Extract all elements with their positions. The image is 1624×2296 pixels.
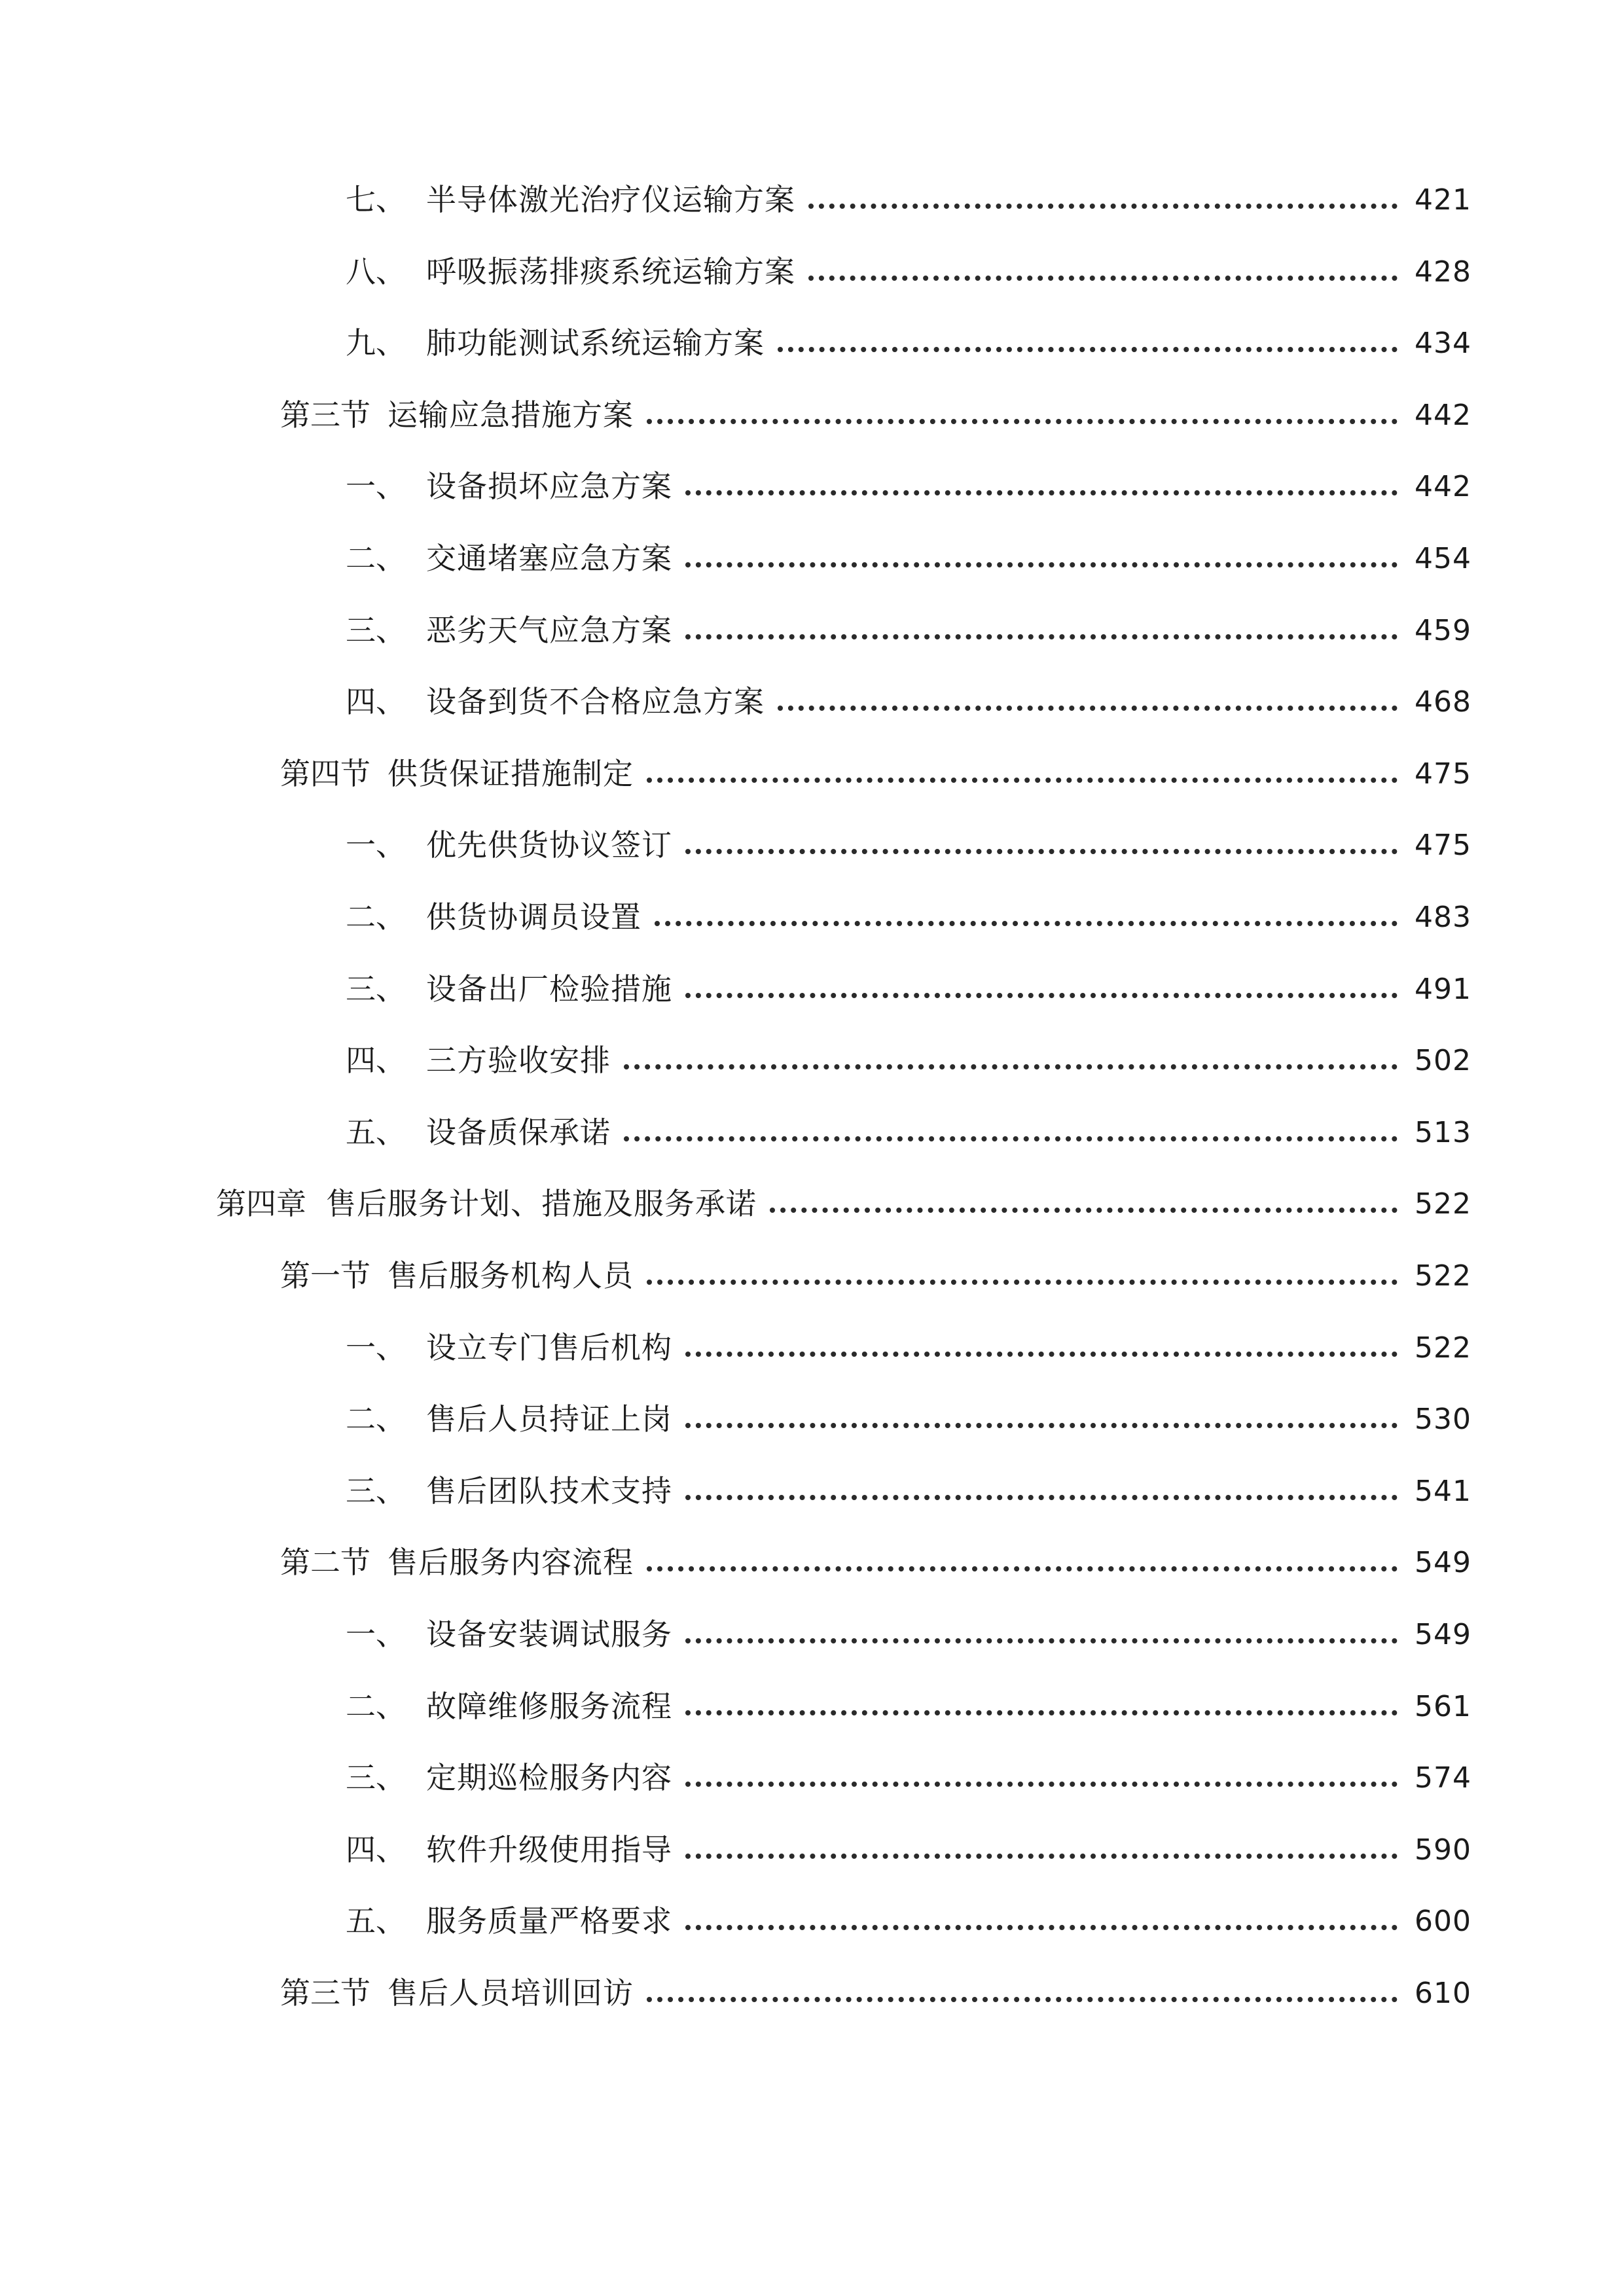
dot-leader [808,204,1398,209]
toc-entry-title: 软件升级使用指导 [426,1832,672,1867]
toc-entry-title: 设备出厂检验措施 [426,971,672,1007]
toc-entry-title: 供货保证措施制定 [388,756,634,791]
toc-entry-title: 设备损坏应急方案 [426,469,672,504]
toc-entry-number: 四、 [346,1832,406,1867]
toc-entry-number: 二、 [346,1689,406,1724]
toc-entry-number: 第二节 [280,1545,370,1580]
toc-entry-title: 运输应急措施方案 [388,397,634,433]
toc-entry-page-number: 513 [1415,1116,1471,1149]
toc-entry-number: 三、 [346,1760,406,1795]
toc-entry-page-number: 442 [1415,470,1471,503]
toc-entry-title: 三方验收安排 [426,1043,611,1078]
toc-entry-page-number: 421 [1415,183,1471,217]
toc-entry-page-number: 549 [1415,1618,1471,1651]
toc-entry-page-number: 574 [1415,1761,1471,1795]
toc-entry-number: 四、 [346,1043,406,1078]
toc-entry[interactable] [280,736,1471,789]
toc-entry[interactable] [346,1597,1471,1652]
dot-leader [770,1208,1398,1213]
toc-entry-number: 第四章 [216,1186,306,1221]
toc-entry-number: 二、 [346,1401,406,1437]
toc-entry[interactable] [346,1454,1471,1509]
toc-entry-title: 定期巡检服务内容 [426,1760,672,1795]
toc-entry-page-number: 483 [1415,901,1471,934]
toc-entry-number: 七、 [346,182,406,217]
toc-entry-title: 半导体激光治疗仪运输方案 [426,182,795,217]
toc-entry-page-number: 522 [1415,1331,1471,1365]
toc-entry-number: 一、 [346,827,406,863]
toc-entry-page-number: 459 [1415,614,1471,647]
toc-entry-page-number: 522 [1415,1259,1471,1293]
toc-entry[interactable] [346,1812,1471,1865]
toc-entry-number: 三、 [346,971,406,1007]
toc-entry-title: 故障维修服务流程 [426,1689,672,1724]
dot-leader [685,993,1398,998]
dot-leader [808,276,1398,281]
dot-leader [647,1566,1398,1571]
toc-entry-title: 服务质量严格要求 [426,1903,672,1939]
dot-leader [655,921,1398,926]
toc-entry-number: 第三节 [280,1975,370,2011]
dot-leader [685,1423,1398,1428]
toc-entry-page-number: 541 [1415,1475,1471,1508]
toc-entry-page-number: 522 [1415,1187,1471,1221]
dot-leader [647,419,1398,424]
toc-entry-page-number: 468 [1415,685,1471,719]
toc-entry-page-number: 600 [1415,1905,1471,1938]
toc-entry[interactable] [346,808,1471,863]
toc-entry[interactable] [280,378,1471,433]
toc-entry-page-number: 561 [1415,1690,1471,1723]
toc-entry[interactable] [216,1166,1471,1219]
toc-entry-number: 三、 [346,1473,406,1509]
toc-entry-title: 设备安装调试服务 [426,1617,672,1652]
dot-leader [685,1710,1398,1715]
toc-entry-title: 优先供货协议签订 [426,827,672,863]
toc-entry[interactable] [346,1884,1471,1939]
toc-entry[interactable] [346,952,1471,1007]
dot-leader [685,1782,1398,1787]
dot-leader [685,562,1398,567]
toc-entry[interactable] [280,1956,1471,2011]
toc-entry-title: 设备到货不合格应急方案 [426,684,765,719]
toc-entry[interactable] [346,1382,1471,1437]
dot-leader [685,1925,1398,1930]
toc-entry-page-number: 549 [1415,1546,1471,1579]
toc-entry-title: 肺功能测试系统运输方案 [426,325,765,361]
dot-leader [685,1854,1398,1859]
toc-entry-number: 二、 [346,541,406,576]
toc-entry[interactable] [346,234,1471,287]
toc-entry-title: 售后人员培训回访 [388,1975,634,2011]
toc-entry-page-number: 454 [1415,542,1471,575]
toc-entry[interactable] [346,1310,1471,1363]
toc-entry-number: 一、 [346,1330,406,1365]
toc-entry-page-number: 502 [1415,1044,1471,1077]
toc-entry-page-number: 428 [1415,255,1471,289]
toc-entry-title: 售后服务机构人员 [388,1258,634,1293]
toc-entry-title: 呼吸振荡排痰系统运输方案 [426,254,795,289]
toc-entry-number: 二、 [346,899,406,935]
toc-entry[interactable] [346,593,1471,648]
toc-entry-title: 供货协调员设置 [426,899,641,935]
toc-entry[interactable] [346,521,1471,576]
toc-entry-number: 第四节 [280,756,370,791]
toc-entry-number: 三、 [346,613,406,648]
toc-entry[interactable] [346,306,1471,361]
dot-leader [647,778,1398,783]
toc-entry[interactable] [346,449,1471,504]
toc-entry-title: 售后服务内容流程 [388,1545,634,1580]
toc-entry-number: 九、 [346,325,406,361]
toc-entry[interactable] [346,1669,1471,1724]
dot-leader [685,1495,1398,1500]
dot-leader [647,1280,1398,1285]
toc-entry-title: 售后团队技术支持 [426,1473,672,1509]
toc-entry-page-number: 442 [1415,399,1471,432]
toc-entry-page-number: 610 [1415,1977,1471,2010]
dot-leader [685,634,1398,639]
toc-entry[interactable] [346,880,1471,935]
toc-entry-page-number: 475 [1415,757,1471,791]
toc-entry-title: 售后人员持证上岗 [426,1401,672,1437]
toc-entry-page-number: 434 [1415,327,1471,360]
toc-entry-page-number: 590 [1415,1833,1471,1867]
toc-entry-title: 设备质保承诺 [426,1115,611,1150]
toc-entry[interactable] [346,162,1471,215]
toc-entry-number: 四、 [346,684,406,719]
toc-entry-number: 五、 [346,1115,406,1150]
toc-entry[interactable] [346,1023,1471,1078]
toc-entry-number: 一、 [346,469,406,504]
toc-entry[interactable] [280,1238,1471,1291]
toc-entry-page-number: 491 [1415,973,1471,1006]
dot-leader [624,1064,1398,1069]
toc-entry[interactable] [346,664,1471,717]
toc-entry-title: 设立专门售后机构 [426,1330,672,1365]
dot-leader [778,347,1398,352]
toc-entry-page-number: 530 [1415,1403,1471,1436]
dot-leader [685,490,1398,495]
toc-entry-number: 一、 [346,1617,406,1652]
dot-leader [647,1997,1398,2002]
dot-leader [685,1638,1398,1643]
toc-entry-number: 八、 [346,254,406,289]
dot-leader [685,1352,1398,1357]
toc-entry-number: 五、 [346,1903,406,1939]
toc-entry-page-number: 475 [1415,829,1471,862]
toc-entry-title: 售后服务计划、措施及服务承诺 [326,1186,757,1221]
toc-entry-number: 第一节 [280,1258,370,1293]
toc-entry-number: 第三节 [280,397,370,433]
toc-entry-title: 交通堵塞应急方案 [426,541,672,576]
toc-entry-title: 恶劣天气应急方案 [426,613,672,648]
dot-leader [624,1136,1398,1141]
toc-entry[interactable] [346,1095,1471,1150]
toc-entry[interactable] [280,1525,1471,1580]
dot-leader [778,706,1398,711]
dot-leader [685,849,1398,854]
toc-entry[interactable] [346,1740,1471,1793]
